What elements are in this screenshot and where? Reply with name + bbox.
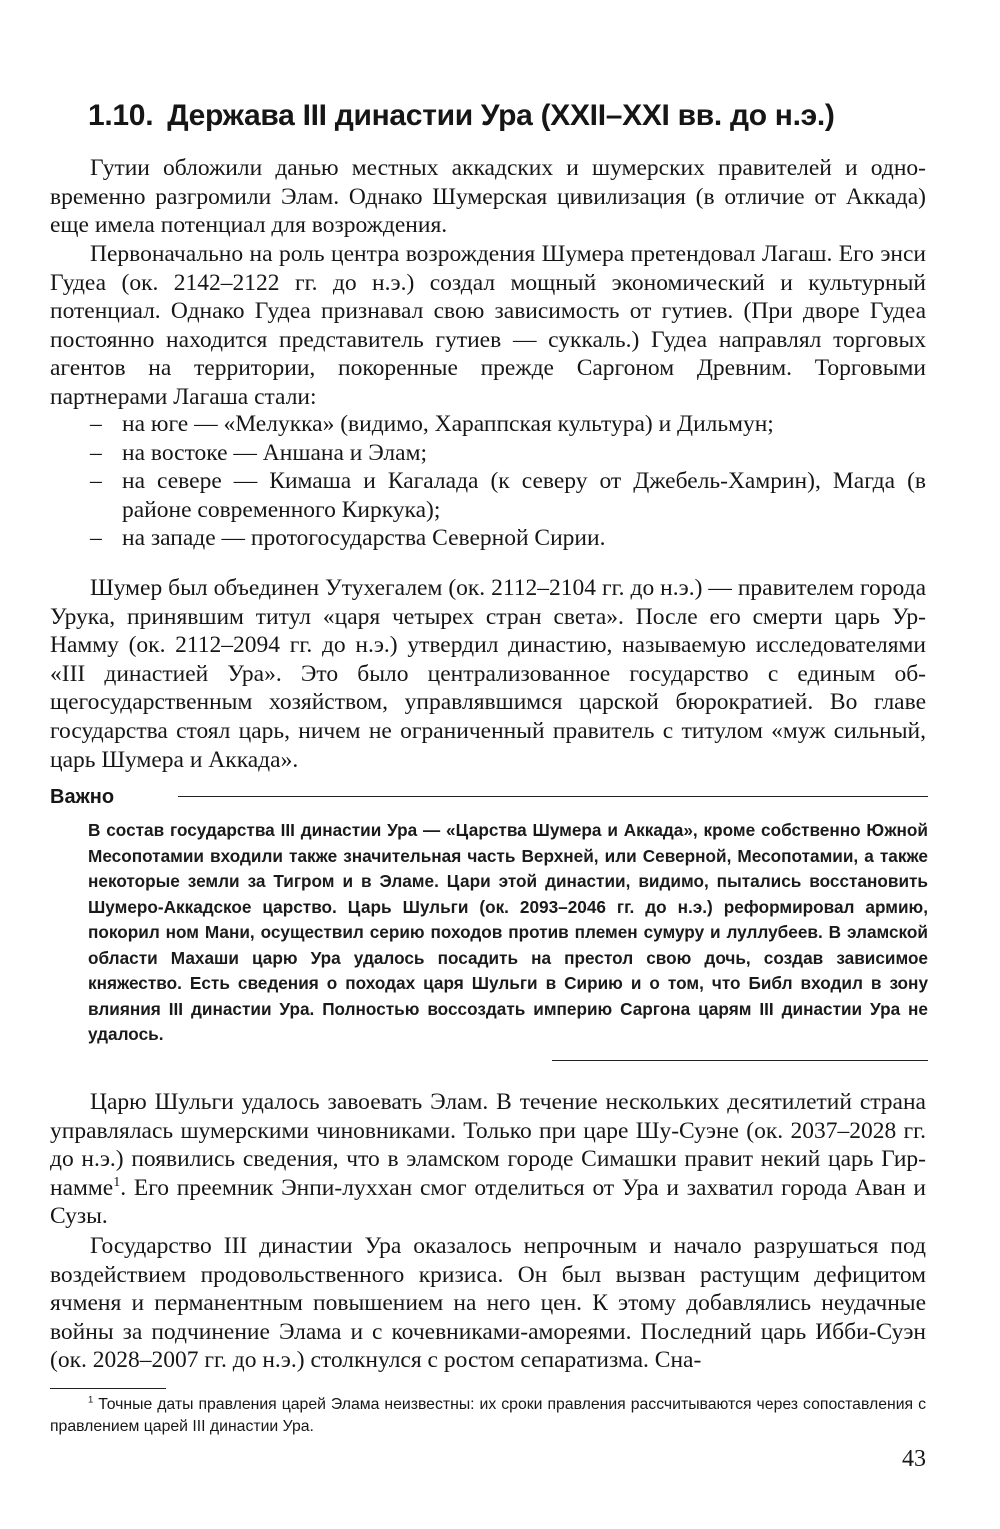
paragraph-5: Государство III династии Ура оказалось непрочным и начало разрушаться под воздействием продовольственного кризиса. Он был вызван растущим дефицитом ячменя и перманентным повышением на него цен. К этому добавлялись неудачные войны за подчинение Элама и с кочевниками-амореями. Последний царь Ибби-Суэн (ок. 2028–2007 гг. до н.э.) столкнулся с ростом сепаратизма. Сна- (50, 1233, 926, 1374)
section-title (88, 96, 948, 136)
page-number: 43 (902, 1446, 926, 1472)
section-number: 1.10. (88, 99, 154, 132)
paragraph-4 (50, 1088, 926, 1231)
list-item: – на востоке — Аншана и Элам; (50, 439, 926, 468)
list-item: – на севере — Кимаша и Кагалада (к северу от Джебель-Хамрин), Магда (в районе современного Киркука); (50, 467, 926, 524)
section-title-text: Держава III династии Ура (XXII–XXI вв. до н.э.) (167, 99, 835, 132)
important-text: В состав государства III династии Ура — «Царства Шумера и Аккада», кроме собственно Южной Месопотамии входили также значительная часть Верхней, или Северной, Месопотамии, а также некоторые земли за Тигром и в Эламе. Цари этой династии, видимо, пытались восстановить Шумеро-Аккадское царство. Царь Шульги (ок. 2093–2046 гг. до н.э.) реформировал армию, покорил ном Мани, осуществил серию походов против племен сумуру и луллубеев. В эламской области Махаши царю Ура удалось посадить на престол свою дочь, создав зависимое княжество. Есть сведения о походах царя Шульги в Сирию и о том, что Библ входил в зону влияния III династии Ура. Полностью воссоздать империю Саргона царям III династии Ура не удалось. (88, 820, 928, 1044)
list-item: – на юге — «Мелукка» (видимо, Хараппская культура) и Дильмун; (50, 410, 926, 439)
paragraph-2: Первоначально на роль центра возрождения Шумера претендовал Лагаш. Его энси Гудеа (ок. 2142–2122 гг. до н.э.) создал мощный экономический и культурный потенциал. Однако Гудеа признавал свою зависимость от гутиев. (При дворе Гудеа постоянно находится представитель гутиев — суккаль.) Гудеа направлял торговых агентов на территории, покоренные прежде Саргоном Древним. Торговыми партнерами Лагаша стали: (50, 241, 926, 410)
important-top-rule (178, 796, 928, 797)
list-item: – на западе — протогосударства Северной Сирии. (50, 524, 926, 553)
trade-partners-list (50, 410, 926, 553)
paragraph-3: Шумер был объединен Утухегалем (ок. 2112–2104 гг. до н.э.) — правителем города Урука, принявшим титул «царя четырех стран света». После его смерти царь Ур-Намму (ок. 2112–2094 гг. до н.э.) утвердил династию, называемую исследователями «III династией Ура». Это было централизованное государство с единым общегосударственным хозяйством, управлявшимся царской бюрократией. Во главе государства стоял царь, ничем не ограниченный правитель с титулом «муж сильный, царь Шумера и Аккада». (50, 575, 926, 773)
paragraph-1: Гутии обложили данью местных аккадских и шумерских правителей и одновременно разгромили Элам. Однако Шумерская цивилизация (в отличие от Аккада) еще имела потенциал для возрождения. (50, 155, 926, 239)
important-bottom-rule (552, 1060, 928, 1061)
paragraph-4-end: . Его преемник Энпи-лухxан смог отделиться от Ура и захватил города Аван и Сузы. (50, 1174, 926, 1230)
footnote-ref[interactable]: 1 (113, 1173, 121, 1190)
footnote-rule (50, 1388, 166, 1389)
footnote (50, 1394, 926, 1438)
important-label: Важно (50, 786, 115, 808)
footnote-marker: 1 (88, 1394, 94, 1406)
footnote-text: Точные даты правления царей Элама неизвестны: их сроки правления рассчитываются через сопоставления с правлением царей III династии Ура. (50, 1396, 926, 1435)
paragraph-4-start: Царю Шульги удалось завоевать Элам. В течение нескольких десятилетий страна управлялась шумерскими чиновниками. Только при царе Шу-Суэне (ок. 2037–2028 гг. до н.э.) появились сведения, что в эламском городе Симашки правит некий царь Гир-намме (50, 1089, 926, 1201)
